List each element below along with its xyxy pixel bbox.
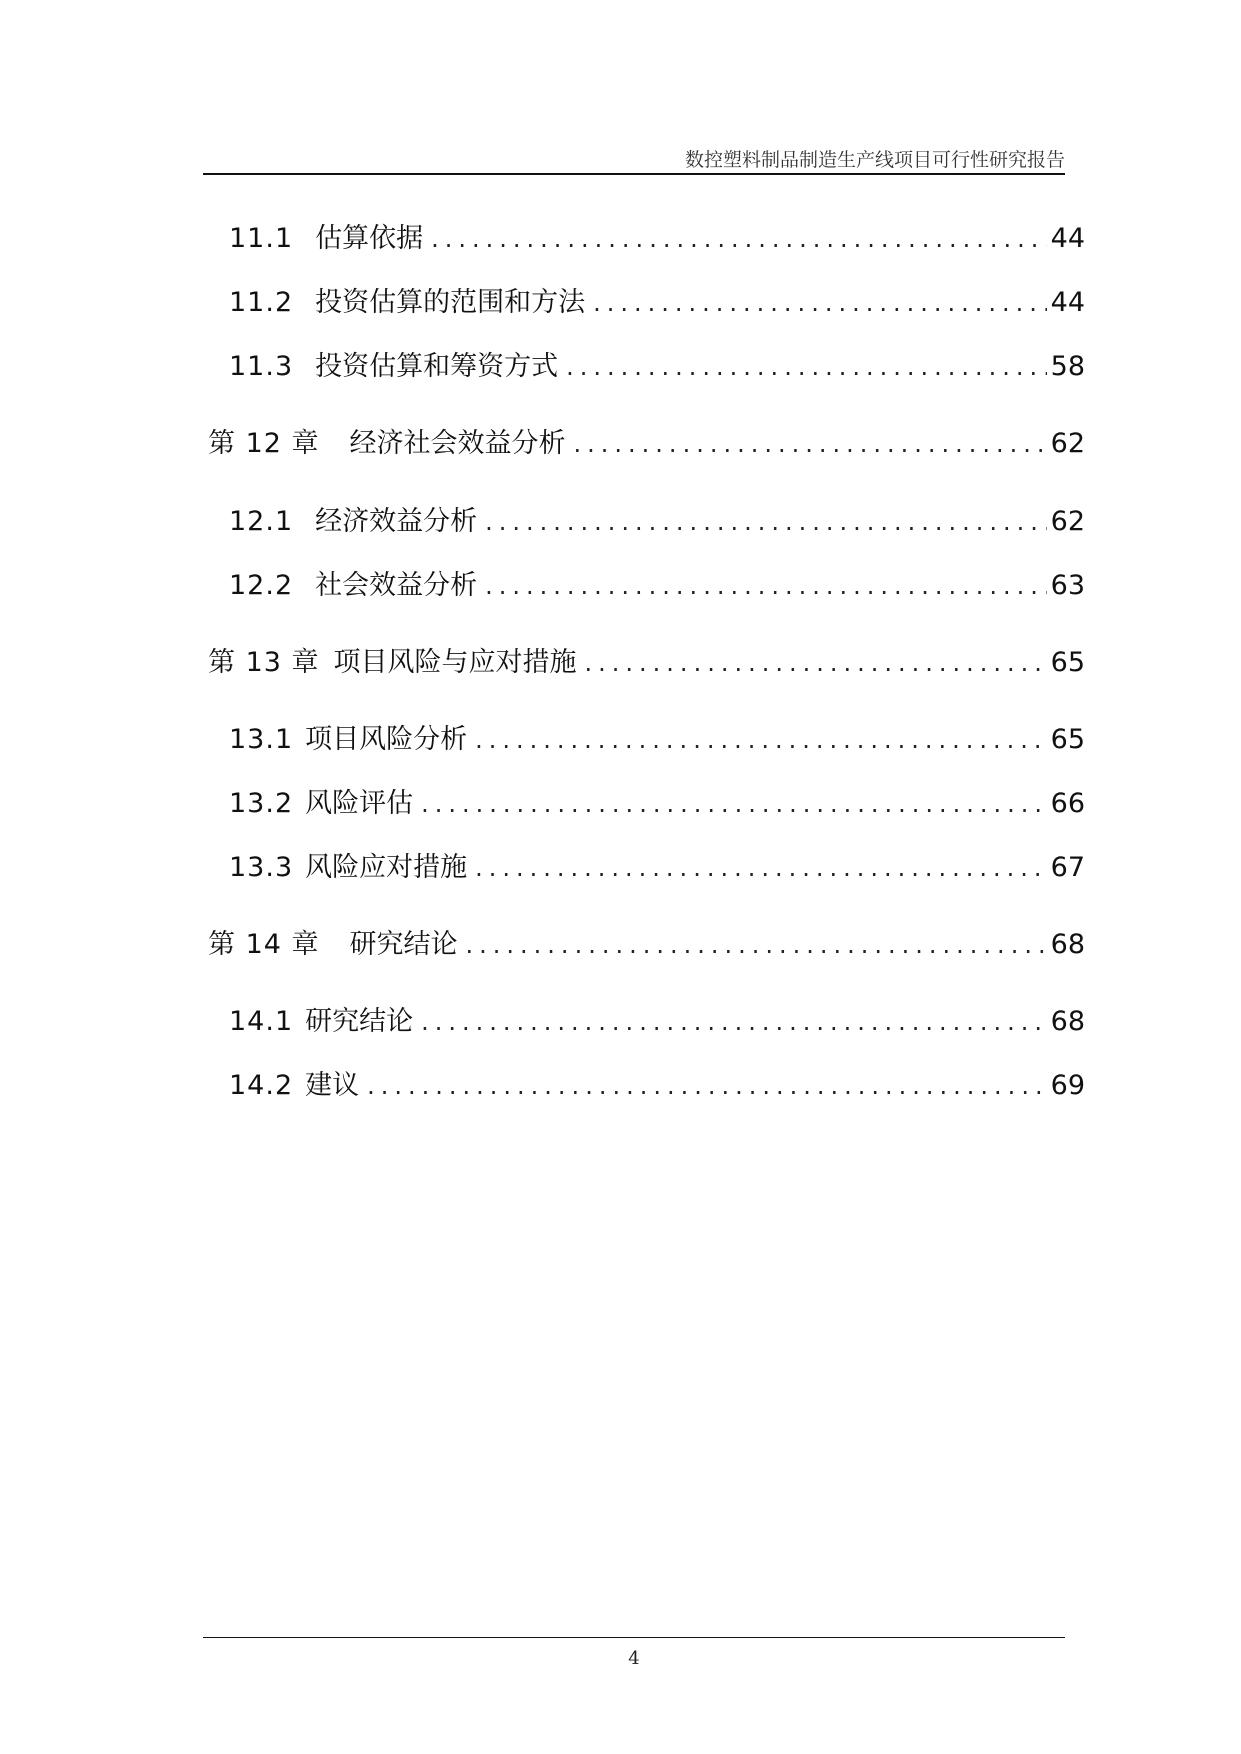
toc-dot-leader xyxy=(485,502,1047,542)
toc-dot-leader xyxy=(466,925,1047,965)
toc-entry-11-3[interactable] xyxy=(229,347,1085,387)
toc-entry-number: 12.1 xyxy=(229,506,294,537)
toc-entry-page: 58 xyxy=(1050,351,1085,382)
toc-entry-page: 63 xyxy=(1050,570,1085,601)
toc-entry-number: 11.1 xyxy=(229,223,294,254)
toc-chapter-number: 第 12 章 xyxy=(208,428,320,459)
toc-entry-14-2[interactable] xyxy=(229,1066,1085,1106)
toc-entry-number: 13.3 xyxy=(229,852,294,883)
toc-dot-leader xyxy=(585,643,1047,683)
toc-chapter-13[interactable] xyxy=(208,643,1085,683)
toc-entry-title: 项目风险分析 xyxy=(305,724,468,755)
toc-entry-page: 62 xyxy=(1050,506,1085,537)
toc-dot-leader xyxy=(566,347,1047,387)
toc-entry-page: 69 xyxy=(1050,1070,1085,1101)
toc-dot-leader xyxy=(485,566,1047,606)
toc-entry-number: 13.2 xyxy=(229,788,294,819)
toc-entry-title: 风险应对措施 xyxy=(305,852,468,883)
toc-entry-page: 44 xyxy=(1050,287,1085,318)
toc-entry-number: 11.3 xyxy=(229,351,294,382)
toc-entry-11-2[interactable] xyxy=(229,283,1085,323)
toc-chapter-page: 65 xyxy=(1050,647,1085,678)
toc-dot-leader xyxy=(593,283,1047,323)
toc-entry-title: 建议 xyxy=(305,1070,360,1101)
footer-rule xyxy=(203,1637,1065,1638)
toc-chapter-page: 62 xyxy=(1050,428,1085,459)
toc-entry-number: 14.2 xyxy=(229,1070,294,1101)
toc-dot-leader xyxy=(475,720,1047,760)
toc-entry-title: 研究结论 xyxy=(305,1006,414,1037)
toc-entry-13-3[interactable] xyxy=(229,848,1085,888)
toc-chapter-number: 第 14 章 xyxy=(208,929,320,960)
toc-chapter-14[interactable] xyxy=(208,925,1085,965)
toc-entry-11-1[interactable] xyxy=(229,219,1085,259)
page-number: 4 xyxy=(628,1648,640,1669)
toc-entry-title: 估算依据 xyxy=(315,223,424,254)
toc-entry-number: 11.2 xyxy=(229,287,294,318)
toc-entry-12-1[interactable] xyxy=(229,502,1085,542)
toc-entry-title: 投资估算和筹资方式 xyxy=(315,351,559,382)
toc-chapter-number: 第 13 章 xyxy=(208,647,320,678)
toc-entry-title: 社会效益分析 xyxy=(315,570,478,601)
toc-dot-leader xyxy=(574,424,1047,464)
toc-chapter-title: 经济社会效益分析 xyxy=(349,428,566,459)
toc-dot-leader xyxy=(475,848,1047,888)
toc-chapter-title: 研究结论 xyxy=(349,929,458,960)
toc-entry-page: 66 xyxy=(1050,788,1085,819)
toc-chapter-12[interactable] xyxy=(208,424,1085,464)
toc-entry-number: 12.2 xyxy=(229,570,294,601)
toc-dot-leader xyxy=(431,219,1047,259)
toc-dot-leader xyxy=(367,1066,1047,1106)
toc-entry-page: 68 xyxy=(1050,1006,1085,1037)
toc-entry-title: 风险评估 xyxy=(305,788,414,819)
toc-dot-leader xyxy=(421,1002,1047,1042)
toc-dot-leader xyxy=(421,784,1047,824)
toc-entry-13-1[interactable] xyxy=(229,720,1085,760)
toc-entry-page: 44 xyxy=(1050,223,1085,254)
toc-entry-14-1[interactable] xyxy=(229,1002,1085,1042)
toc-entry-page: 67 xyxy=(1050,852,1085,883)
toc-chapter-page: 68 xyxy=(1050,929,1085,960)
toc-entry-title: 经济效益分析 xyxy=(315,506,478,537)
toc-chapter-title: 项目风险与应对措施 xyxy=(333,647,577,678)
running-header: 数控塑料制品制造生产线项目可行性研究报告 xyxy=(684,149,1065,171)
toc-entry-13-2[interactable] xyxy=(229,784,1085,824)
toc-entry-page: 65 xyxy=(1050,724,1085,755)
toc-entry-number: 14.1 xyxy=(229,1006,294,1037)
toc-entry-12-2[interactable] xyxy=(229,566,1085,606)
toc-entry-number: 13.1 xyxy=(229,724,294,755)
toc-entry-title: 投资估算的范围和方法 xyxy=(315,287,586,318)
